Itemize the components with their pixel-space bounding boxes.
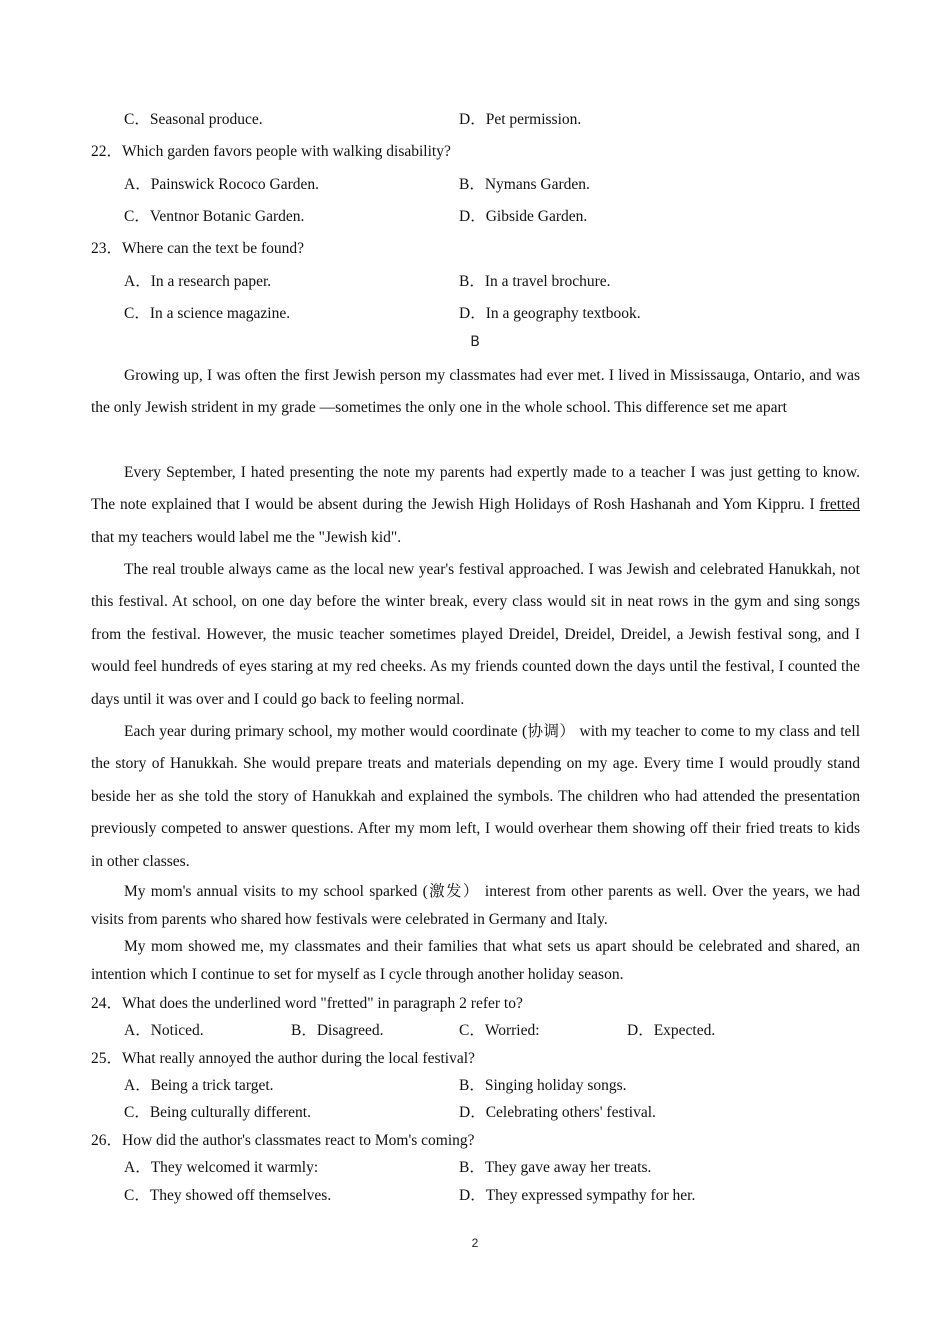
passage-paragraph-2	[91, 457, 860, 554]
passage-paragraph-5: My mom's annual visits to my school sparked (激发） interest from other parents as well. Over the years, we had visits from parents who shared how festivals were celebrated in Germany and Italy.	[91, 883, 860, 928]
paragraph-2-text-start: Every September, I hated presenting the note my parents had expertly made to a teacher I was just getting to know. The note explained that I would be absent during the Jewish High Holidays of Rosh Hashanah and Yom Kippru. I	[91, 464, 860, 514]
q25-option-c: C．Being culturally different.	[124, 1104, 311, 1121]
q25-option-d: D．Celebrating others' festival.	[459, 1104, 656, 1121]
q26-option-a: A．They welcomed it warmly:	[124, 1159, 319, 1176]
underlined-word-fretted: fretted	[819, 496, 860, 514]
q23-option-b: B．In a travel brochure.	[459, 273, 611, 290]
q23-option-d: D．In a geography textbook.	[459, 305, 641, 322]
q21-option-d: D．Pet permission.	[459, 111, 582, 128]
q25-option-a: A．Being a trick target.	[124, 1077, 274, 1094]
q25-stem: 25．What really annoyed the author during the local festival?	[91, 1050, 475, 1067]
section-letter: B	[470, 334, 480, 350]
q26-stem: 26．How did the author's classmates react to Mom's coming?	[91, 1132, 475, 1149]
q24-option-b: B．Disagreed.	[291, 1022, 384, 1039]
q24-option-d: D．Expected.	[627, 1022, 716, 1039]
q22-stem: 22．Which garden favors people with walking disability?	[91, 143, 451, 160]
q24-stem: 24．What does the underlined word "fretted" in paragraph 2 refer to?	[91, 995, 523, 1012]
paragraph-2-text-end: that my teachers would label me the "Jewish kid".	[91, 528, 402, 546]
q22-option-d: D．Gibside Garden.	[459, 208, 588, 225]
passage-paragraph-6: My mom showed me, my classmates and their families that what sets us apart should be celebrated and shared, an intention which I continue to set for myself as I cycle through another holiday season.	[91, 938, 860, 983]
page-number: 2	[471, 1236, 479, 1250]
q23-stem: 23．Where can the text be found?	[91, 240, 305, 257]
q26-option-b: B．They gave away her treats.	[459, 1159, 652, 1176]
q26-option-d: D．They expressed sympathy for her.	[459, 1187, 696, 1204]
q24-option-a: A．Noticed.	[124, 1022, 204, 1039]
q21-option-c: C．Seasonal produce.	[124, 111, 263, 128]
q22-option-a: A．Painswick Rococo Garden.	[124, 176, 319, 193]
passage-paragraph-3: The real trouble always came as the local new year's festival approached. I was Jewish and celebrated Hanukkah, not this festival. At school, on one day before the winter break, every class would sit in neat rows in the gym and sing songs from the festival. However, the music teacher sometimes played Dreidel, Dreidel, Dreidel, a Jewish festival song, and I would feel hundreds of eyes staring at my red cheeks. As my friends counted down the days until the festival, I counted the days until it was over and I could go back to feeling normal.	[91, 561, 860, 708]
q24-option-c: C．Worried:	[459, 1022, 540, 1039]
q22-option-b: B．Nymans Garden.	[459, 176, 590, 193]
passage-paragraph-4: Each year during primary school, my mother would coordinate (协调） with my teacher to come to my class and tell the story of Hanukkah. She would prepare treats and materials depending on my age. Every time I would proudly stand beside her as she told the story of Hanukkah and explained the symbols. The children who had attended the presentation previously competed to answer questions. After my mom left, I would overhear them showing off their fried treats to kids in other classes.	[91, 723, 860, 870]
q23-option-c: C．In a science magazine.	[124, 305, 291, 322]
q22-option-c: C．Ventnor Botanic Garden.	[124, 208, 305, 225]
q26-option-c: C．They showed off themselves.	[124, 1187, 332, 1204]
q25-option-b: B．Singing holiday songs.	[459, 1077, 627, 1094]
q23-option-a: A．In a research paper.	[124, 273, 272, 290]
passage-paragraph-1: Growing up, I was often the first Jewish person my classmates had ever met. I lived in Mississauga, Ontario, and was the only Jewish strident in my grade —sometimes the only one in the whole school. This difference set me apart	[91, 367, 860, 417]
